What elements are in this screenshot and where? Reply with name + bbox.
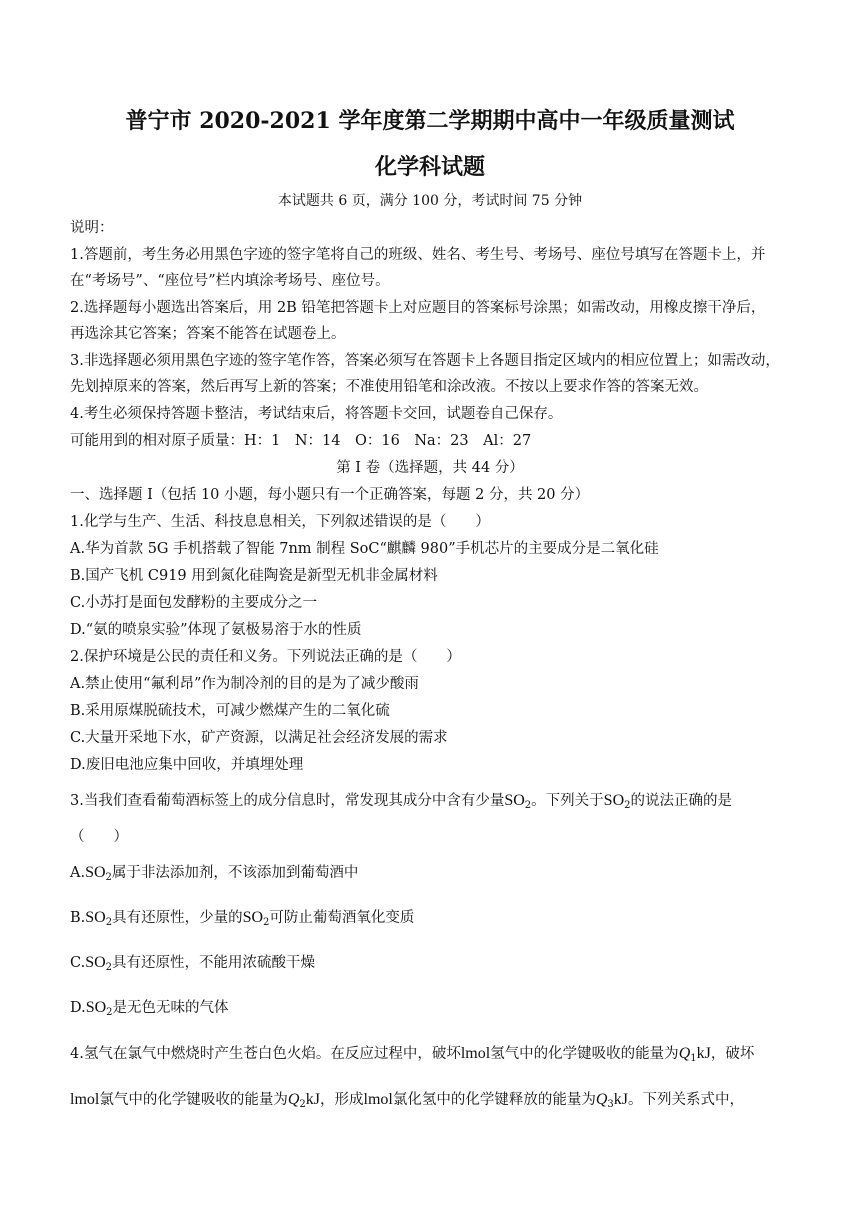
note-1-line-1: 1.答题前，考生务必用黑色字迹的签字笔将自己的班级、姓名、考生号、考场号、座位号填写在答题卡上，并: [70, 247, 766, 263]
q3-option-a: $A.SO_2$属于非法添加剂，不该添加到葡萄酒中: [70, 864, 359, 883]
q1-option-a: A.华为首款 5G 手机搭载了智能 7nm 制程 SoC“麒麟 980”手机芯片的主要成分是二氧化硅: [70, 541, 659, 557]
note-2-line-1: 2.选择题每小题选出答案后，用 2B 铅笔把答题卡上对应题目的答案标号涂黑；如需改动，用橡皮擦干净后，: [70, 300, 766, 316]
q3-option-c: $C.SO_2$具有还原性，不能用浓硫酸干燥: [70, 954, 316, 973]
q1-option-d: D.“氨的喷泉实验”体现了氨极易溶于水的性质: [70, 622, 362, 638]
q4-line-1: 4.氢气在氯气中燃烧时产生苍白色火焰。在反应过程中，破坏lmol氢气中的化学键吸收的能量为$Q_1kJ$，破坏: [70, 1045, 755, 1064]
exam-title: 普宁市 2020-2021 学年度第二学期期中高中一年级质量测试: [125, 108, 735, 134]
q1-option-c: C.小苏打是面包发酵粉的主要成分之一: [70, 595, 318, 611]
q1-stem: 1.化学与生产、生活、科技息息相关，下列叙述错误的是（ ）: [70, 514, 490, 530]
q1-option-b: B.国产飞机 C919 用到氮化硅陶瓷是新型无机非金属材料: [70, 568, 438, 584]
exam-info: 本试题共 6 页，满分 100 分，考试时间 75 分钟: [277, 193, 583, 209]
q2-stem: 2.保护环境是公民的责任和义务。下列说法正确的是（ ）: [70, 649, 461, 665]
note-2-line-2: 再选涂其它答案；答案不能答在试题卷上。: [70, 326, 346, 342]
q2-option-d: D.废旧电池应集中回收，并填埋处理: [70, 757, 304, 773]
q3-option-d: $D.SO_2$是无色无味的气体: [70, 999, 229, 1018]
note-3-line-1: 3.非选择题必须用黑色字迹的签字笔作答，答案必须写在答题卡上各题目指定区域内的相应位置上；如需改动，: [70, 353, 780, 369]
section-title: 第 I 卷（选择题，共 44 分）: [336, 460, 524, 476]
part-1-instructions: 一、选择题 I（包括 10 小题，每小题只有一个正确答案，每题 2 分，共 20 分）: [70, 487, 590, 503]
note-4: 4.考生必须保持答题卡整洁，考试结束后，将答题卡交回，试题卷自己保存。: [70, 406, 563, 422]
q2-option-c: C.大量开采地下水，矿产资源，以满足社会经济发展的需求: [70, 730, 448, 746]
q2-option-b: B.采用原煤脱硫技术，可减少燃煤产生的二氧化硫: [70, 703, 390, 719]
q3-answer-paren: （ ）: [70, 829, 128, 845]
note-1-line-2: 在“考场号”、“座位号”栏内填涂考场号、座位号。: [70, 273, 390, 289]
note-3-line-2: 先划掉原来的答案，然后再写上新的答案；不准使用铅笔和涂改液。不按以上要求作答的答案无效。: [70, 379, 708, 395]
q4-line-2: lmol氯气中的化学键吸收的能量为$Q_2kJ$，形成lmol氯化氢中的化学键释放的能量为$Q_3kJ$。下列关系式中，: [70, 1091, 745, 1110]
notes-label: 说明：: [70, 220, 114, 236]
atomic-masses: 可能用到的相对原子质量：H：1 N：14 O：16 Na：23 Al：27: [70, 433, 532, 449]
exam-subtitle: 化学科试题: [374, 154, 485, 180]
q3-stem: 3.当我们查看葡萄酒标签上的成分信息时，常发现其成分中含有少量$SO_2$。下列关于$SO_2$的说法正确的是: [70, 792, 732, 811]
q3-option-b: $B.SO_2$具有还原性，少量的$SO_2$可防止葡萄酒氧化变质: [70, 909, 415, 928]
q2-option-a: A.禁止使用“氟利昂”作为制冷剂的目的是为了减少酸雨: [70, 676, 419, 692]
